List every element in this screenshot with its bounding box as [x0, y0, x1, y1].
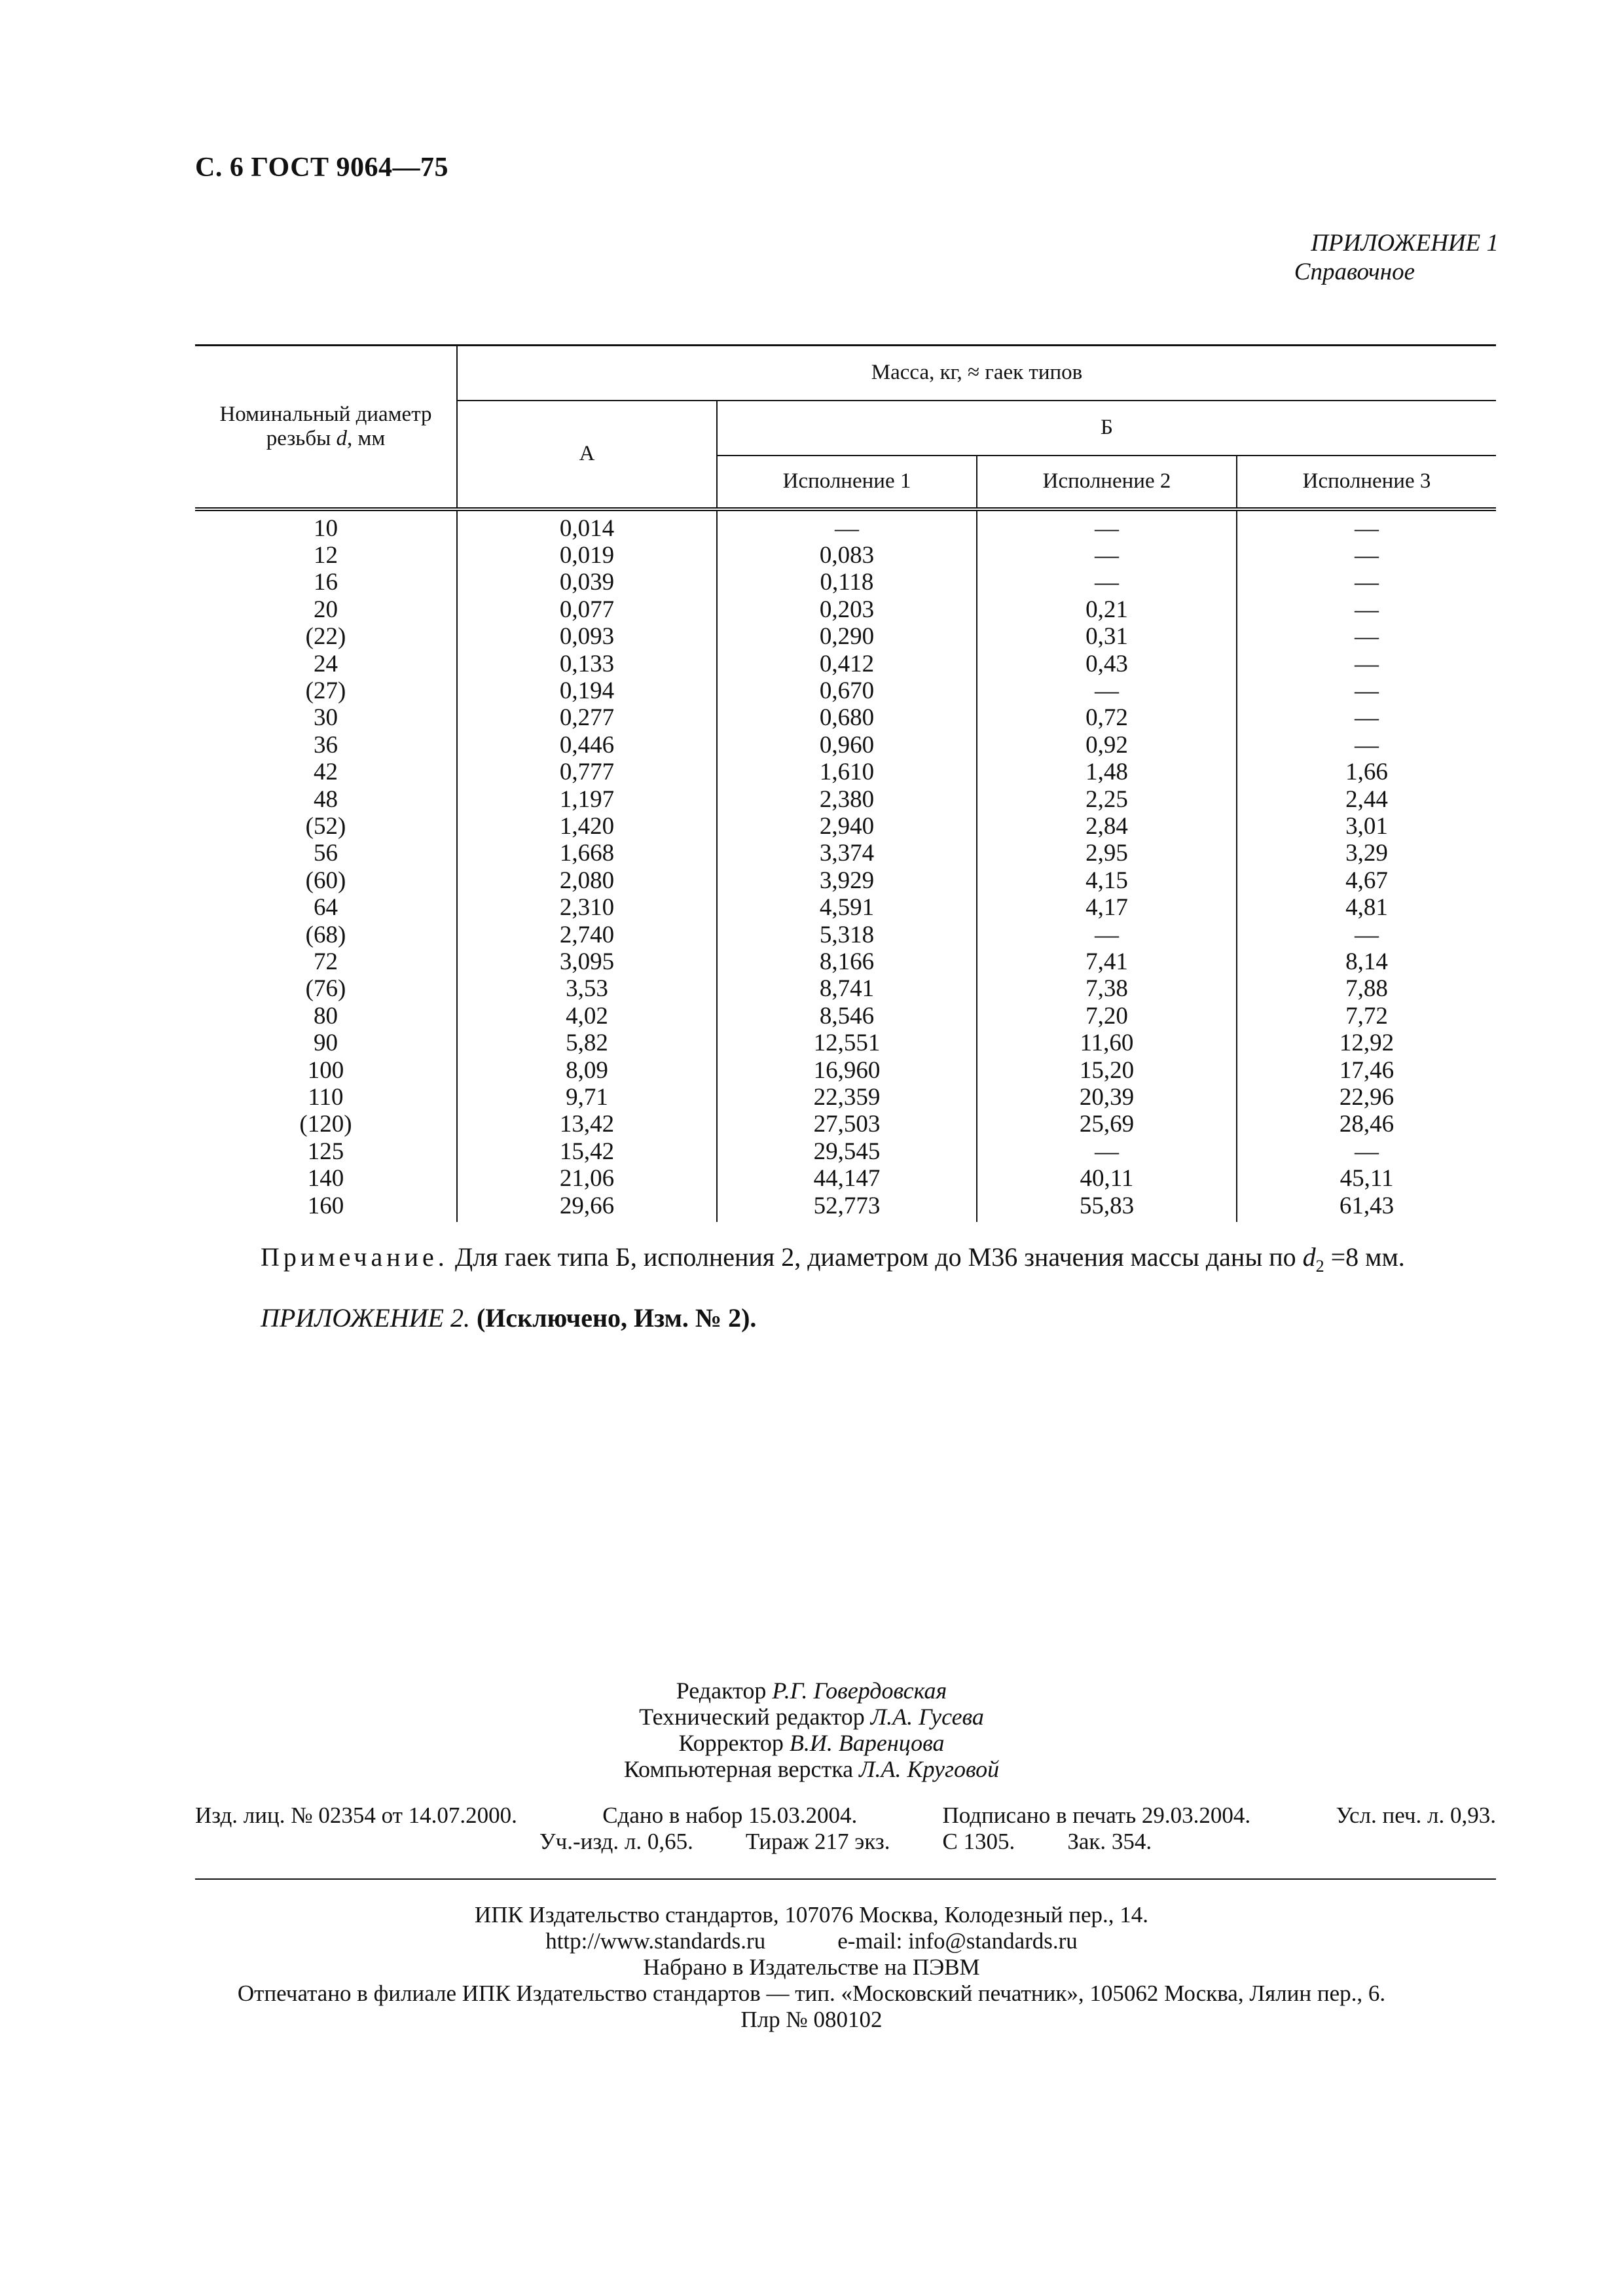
- credit-proofreader: [0, 1730, 1623, 1756]
- note-var: d: [1302, 1242, 1316, 1272]
- appendix-block: [1294, 229, 1499, 287]
- cell-mass-b-exec-3: 1,66: [1237, 759, 1496, 785]
- cell-mass-b-exec-3: 8,14: [1237, 948, 1496, 975]
- publisher-email[interactable]: e-mail: info@standards.ru: [837, 1928, 1078, 1954]
- credit-name: В.И. Варенцова: [789, 1730, 945, 1756]
- cell-mass-b-exec-1: 44,147: [717, 1165, 977, 1192]
- cell-mass-a: 3,095: [457, 948, 717, 975]
- table-row: [195, 677, 1496, 704]
- print-run: Тираж 217 экз.: [745, 1829, 890, 1854]
- col-header-type-b: Б: [717, 401, 1496, 456]
- cell-diameter: 10: [314, 514, 338, 542]
- cell-mass-a: 0,093: [457, 623, 717, 650]
- cell-mass-b-exec-3: —: [1237, 732, 1496, 759]
- cell-mass-a: 0,039: [457, 569, 717, 596]
- cell-mass-b-exec-1: 52,773: [717, 1193, 977, 1222]
- cell-mass-b-exec-1: 8,741: [717, 975, 977, 1002]
- cell-mass-b-exec-1: 0,083: [717, 542, 977, 569]
- col-header-mass: Масса, кг, ≈ гаек типов: [457, 346, 1496, 401]
- cell-mass-b-exec-3: 7,88: [1237, 975, 1496, 1002]
- cell-diameter: 12: [314, 541, 338, 569]
- cell-mass-a: 3,53: [457, 975, 717, 1002]
- cell-diameter: 16: [314, 569, 338, 596]
- cell-diameter: (76): [305, 975, 346, 1003]
- cell-diameter: 36: [314, 731, 338, 759]
- cell-mass-b-exec-3: 2,44: [1237, 786, 1496, 813]
- cell-mass-b-exec-1: 0,290: [717, 623, 977, 650]
- cell-mass-b-exec-2: —: [977, 677, 1237, 704]
- cell-diameter: 80: [314, 1002, 338, 1030]
- cell-mass-a: 13,42: [457, 1111, 717, 1138]
- pub-sheets: Уч.-изд. л. 0,65.: [539, 1829, 693, 1854]
- appendix-subtitle: Справочное: [1294, 259, 1415, 285]
- table-row: [195, 1030, 1496, 1056]
- cell-diameter: (52): [305, 812, 346, 840]
- typeset-info: Набрано в Издательстве на ПЭВМ: [643, 1954, 980, 1980]
- cell-mass-b-exec-2: 4,15: [977, 867, 1237, 894]
- cell-diameter: 20: [314, 596, 338, 623]
- cell-mass-b-exec-3: 3,29: [1237, 840, 1496, 867]
- table-row: [195, 623, 1496, 650]
- cell-mass-b-exec-1: 4,591: [717, 894, 977, 921]
- col-header-type-a: А: [457, 401, 717, 509]
- col-header-exec-3: Исполнение 3: [1237, 456, 1496, 509]
- publisher-website[interactable]: http://www.standards.ru: [545, 1928, 766, 1954]
- cell-mass-b-exec-2: 11,60: [977, 1030, 1237, 1056]
- cell-mass-a: 0,077: [457, 596, 717, 623]
- cell-mass-b-exec-3: —: [1237, 596, 1496, 623]
- cell-diameter: 64: [314, 894, 338, 922]
- cell-mass-a: 21,06: [457, 1165, 717, 1192]
- cell-mass-b-exec-2: —: [977, 922, 1237, 948]
- cell-diameter: 90: [314, 1030, 338, 1057]
- cell-mass-b-exec-2: 25,69: [977, 1111, 1237, 1138]
- cell-mass-b-exec-2: 2,95: [977, 840, 1237, 867]
- table-row: [195, 1084, 1496, 1111]
- publisher-info: [0, 1902, 1623, 2033]
- table-row: [195, 1057, 1496, 1084]
- cell-mass-b-exec-3: 4,67: [1237, 867, 1496, 894]
- set-date: Сдано в набор 15.03.2004.: [602, 1803, 858, 1828]
- appendix-2: [261, 1302, 756, 1333]
- cell-mass-b-exec-1: 2,940: [717, 813, 977, 840]
- table-row: [195, 704, 1496, 731]
- cell-mass-b-exec-1: 27,503: [717, 1111, 977, 1138]
- cell-mass-b-exec-2: 2,25: [977, 786, 1237, 813]
- cell-mass-b-exec-2: 40,11: [977, 1165, 1237, 1192]
- table-row: [195, 651, 1496, 677]
- license-info: Изд. лиц. № 02354 от 14.07.2000.: [195, 1803, 517, 1828]
- cell-mass-b-exec-2: —: [977, 569, 1237, 596]
- cell-diameter: (120): [299, 1111, 352, 1138]
- publisher-contacts: [0, 1928, 1623, 1954]
- cell-mass-b-exec-2: 7,20: [977, 1003, 1237, 1030]
- printer-info: Отпечатано в филиале ИПК Издательство стандартов — тип. «Московский печатник», 105062 Москва, Лялин пер., 6.: [237, 1981, 1386, 2006]
- cell-mass-a: 0,133: [457, 651, 717, 677]
- cell-mass-b-exec-1: 16,960: [717, 1057, 977, 1084]
- cell-mass-a: 9,71: [457, 1084, 717, 1111]
- cell-mass-b-exec-3: 4,81: [1237, 894, 1496, 921]
- cell-mass-a: 8,09: [457, 1057, 717, 1084]
- cell-diameter: 48: [314, 785, 338, 813]
- cell-mass-a: 0,777: [457, 759, 717, 785]
- cell-mass-a: 0,019: [457, 542, 717, 569]
- table-row: [195, 569, 1496, 596]
- cell-diameter: 42: [314, 759, 338, 786]
- cell-mass-b-exec-3: 45,11: [1237, 1165, 1496, 1192]
- cell-mass-b-exec-1: 29,545: [717, 1138, 977, 1165]
- table-header: [195, 346, 1496, 509]
- table-row: [195, 596, 1496, 623]
- credits: [0, 1677, 1623, 1782]
- cell-mass-a: 1,668: [457, 840, 717, 867]
- table-row: [195, 922, 1496, 948]
- cell-mass-b-exec-3: 22,96: [1237, 1084, 1496, 1111]
- table-row: [195, 1193, 1496, 1222]
- cell-mass-b-exec-3: —: [1237, 704, 1496, 731]
- cell-mass-a: 0,446: [457, 732, 717, 759]
- cell-mass-b-exec-2: 15,20: [977, 1057, 1237, 1084]
- cell-mass-b-exec-1: 8,166: [717, 948, 977, 975]
- cell-mass-a: 0,014: [457, 509, 717, 542]
- cell-mass-a: 15,42: [457, 1138, 717, 1165]
- cell-mass-b-exec-3: 7,72: [1237, 1003, 1496, 1030]
- cell-diameter: (60): [305, 867, 346, 894]
- cell-diameter: (68): [305, 921, 346, 948]
- cell-mass-b-exec-2: —: [977, 542, 1237, 569]
- cell-mass-b-exec-2: 55,83: [977, 1193, 1237, 1222]
- table-note: [261, 1242, 1405, 1276]
- credit-editor: [0, 1677, 1623, 1704]
- cell-diameter: 125: [307, 1138, 344, 1165]
- page-title: С. 6 ГОСТ 9064—75: [195, 152, 449, 183]
- cell-mass-b-exec-2: 7,41: [977, 948, 1237, 975]
- print-info: [195, 1803, 1496, 1855]
- cell-mass-b-exec-1: 0,203: [717, 596, 977, 623]
- cell-mass-b-exec-2: 7,38: [977, 975, 1237, 1002]
- print-info-row-1: [195, 1803, 1496, 1829]
- cell-mass-b-exec-2: 0,21: [977, 596, 1237, 623]
- table-row: [195, 1138, 1496, 1165]
- publisher-address: ИПК Издательство стандартов, 107076 Москва, Колодезный пер., 14.: [474, 1902, 1149, 1928]
- cell-mass-b-exec-3: —: [1237, 509, 1496, 542]
- page-header: [195, 152, 448, 183]
- mass-table: [195, 344, 1496, 1222]
- cell-mass-b-exec-2: —: [977, 1138, 1237, 1165]
- signed-date: Подписано в печать 29.03.2004.: [942, 1803, 1251, 1828]
- cell-mass-b-exec-1: 22,359: [717, 1084, 977, 1111]
- table-row: [195, 948, 1496, 975]
- cell-diameter: 24: [314, 650, 338, 677]
- cell-mass-b-exec-1: 2,380: [717, 786, 977, 813]
- note-label: Примечание.: [261, 1242, 448, 1272]
- cell-diameter: 100: [307, 1056, 344, 1084]
- cell-mass-b-exec-2: 2,84: [977, 813, 1237, 840]
- col-header-exec-2: Исполнение 2: [977, 456, 1237, 509]
- table-row: [195, 509, 1496, 542]
- appendix-2-text: (Исключено, Изм. № 2).: [469, 1303, 757, 1333]
- cell-mass-b-exec-2: 0,43: [977, 651, 1237, 677]
- credit-name: Л.А. Круговой: [859, 1756, 1000, 1782]
- cell-mass-b-exec-3: 12,92: [1237, 1030, 1496, 1056]
- appendix-2-title: ПРИЛОЖЕНИЕ 2.: [261, 1303, 470, 1333]
- table-row: [195, 1111, 1496, 1138]
- cell-mass-a: 0,194: [457, 677, 717, 704]
- cell-mass-b-exec-2: 0,92: [977, 732, 1237, 759]
- cell-diameter: 30: [314, 704, 338, 732]
- cell-mass-b-exec-3: 61,43: [1237, 1193, 1496, 1222]
- cell-diameter: 72: [314, 948, 338, 975]
- cell-mass-b-exec-3: —: [1237, 623, 1496, 650]
- table-row: [195, 1003, 1496, 1030]
- col-header-diameter-var: d: [336, 426, 348, 450]
- print-code: С 1305.: [942, 1829, 1015, 1854]
- cell-diameter: 160: [307, 1192, 344, 1219]
- table-row: [195, 732, 1496, 759]
- cell-diameter: 110: [308, 1084, 344, 1111]
- cell-mass-a: 2,080: [457, 867, 717, 894]
- cell-mass-b-exec-3: —: [1237, 677, 1496, 704]
- cell-mass-b-exec-1: 0,118: [717, 569, 977, 596]
- col-header-diameter-text: Номинальный диаметр резьбы: [219, 402, 432, 450]
- table-row: [195, 894, 1496, 921]
- cell-mass-a: 1,197: [457, 786, 717, 813]
- cell-diameter: 140: [307, 1165, 344, 1193]
- credit-layout: [0, 1756, 1623, 1782]
- col-header-diameter: [195, 346, 457, 509]
- table-row: [195, 867, 1496, 894]
- cell-mass-b-exec-1: 5,318: [717, 922, 977, 948]
- cell-mass-a: 1,420: [457, 813, 717, 840]
- cell-diameter: 56: [314, 840, 338, 867]
- cell-mass-b-exec-2: —: [977, 509, 1237, 542]
- cell-mass-b-exec-1: 0,960: [717, 732, 977, 759]
- cell-mass-b-exec-3: 28,46: [1237, 1111, 1496, 1138]
- table-row: [195, 786, 1496, 813]
- cell-mass-b-exec-2: 4,17: [977, 894, 1237, 921]
- cell-mass-b-exec-1: 0,670: [717, 677, 977, 704]
- table-row: [195, 975, 1496, 1002]
- cell-mass-b-exec-3: 17,46: [1237, 1057, 1496, 1084]
- order-number: Зак. 354.: [1067, 1829, 1152, 1854]
- cell-mass-b-exec-1: 3,374: [717, 840, 977, 867]
- cell-mass-b-exec-3: —: [1237, 651, 1496, 677]
- credit-name: Р.Г. Говердовская: [772, 1677, 947, 1704]
- cell-mass-b-exec-2: 0,31: [977, 623, 1237, 650]
- cell-mass-b-exec-2: 0,72: [977, 704, 1237, 731]
- cell-mass-b-exec-3: —: [1237, 1138, 1496, 1165]
- cell-mass-a: 5,82: [457, 1030, 717, 1056]
- plr-number: Плр № 080102: [740, 2007, 883, 2032]
- col-header-exec-1: Исполнение 1: [717, 456, 977, 509]
- appendix-title: ПРИЛОЖЕНИЕ 1: [1311, 230, 1499, 257]
- cell-mass-b-exec-1: 0,680: [717, 704, 977, 731]
- print-sheets: Усл. печ. л. 0,93.: [1336, 1803, 1496, 1828]
- credit-name: Л.А. Гусева: [870, 1704, 984, 1730]
- credit-role: Корректор: [678, 1730, 790, 1756]
- col-header-diameter-unit: , мм: [347, 426, 386, 450]
- cell-mass-b-exec-1: 1,610: [717, 759, 977, 785]
- table-row: [195, 542, 1496, 569]
- cell-mass-b-exec-3: —: [1237, 922, 1496, 948]
- credit-role: Компьютерная верстка: [623, 1756, 860, 1782]
- cell-mass-b-exec-1: 0,412: [717, 651, 977, 677]
- cell-mass-a: 0,277: [457, 704, 717, 731]
- cell-mass-a: 2,310: [457, 894, 717, 921]
- cell-mass-a: 2,740: [457, 922, 717, 948]
- cell-diameter: (22): [305, 623, 346, 651]
- table-body: [195, 509, 1496, 1223]
- separator-line: [195, 1878, 1496, 1880]
- cell-mass-b-exec-3: 3,01: [1237, 813, 1496, 840]
- cell-mass-a: 29,66: [457, 1193, 717, 1222]
- cell-mass-b-exec-1: 8,546: [717, 1003, 977, 1030]
- cell-mass-b-exec-2: 20,39: [977, 1084, 1237, 1111]
- cell-diameter: (27): [305, 677, 346, 704]
- table-row: [195, 840, 1496, 867]
- print-info-row-2: [195, 1829, 1496, 1855]
- cell-mass-b-exec-1: 12,551: [717, 1030, 977, 1056]
- cell-mass-b-exec-1: —: [717, 509, 977, 542]
- note-subscript: 2: [1315, 1257, 1324, 1276]
- note-text-end: =8 мм.: [1324, 1242, 1405, 1272]
- table-row: [195, 813, 1496, 840]
- table-row: [195, 759, 1496, 785]
- cell-mass-a: 4,02: [457, 1003, 717, 1030]
- cell-mass-b-exec-3: —: [1237, 542, 1496, 569]
- credit-role: Технический редактор: [639, 1704, 871, 1730]
- cell-mass-b-exec-2: 1,48: [977, 759, 1237, 785]
- cell-mass-b-exec-1: 3,929: [717, 867, 977, 894]
- credit-role: Редактор: [676, 1677, 773, 1704]
- cell-mass-b-exec-3: —: [1237, 569, 1496, 596]
- credit-tech-editor: [0, 1704, 1623, 1730]
- table-row: [195, 1165, 1496, 1192]
- note-text: Для гаек типа Б, исполнения 2, диаметром до М36 значения массы даны по: [448, 1242, 1303, 1272]
